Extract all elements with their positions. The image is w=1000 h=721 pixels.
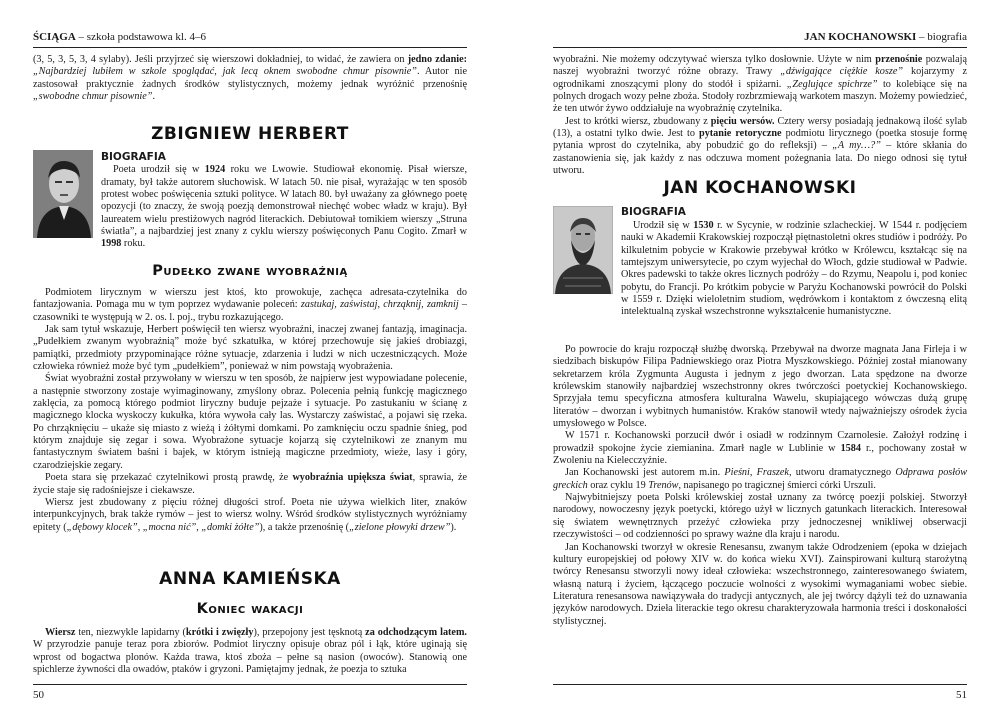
kochanowski-biography: Urodził się w 1530 r. w Sycynie, w rodzinie szlacheckiej. W 1544 r. podjęciem nauki w Akademii Krakowskiej rozpoczął piętnastoletni okres studiów i podróży. Po kilkuletnim pobycie w Krakowie przebywał krótko w Królewcu, kształcąc się na tamtejszym uniwersytecie, po czym wyjechał do Włoch, gdzie studiował w Padwie. Okres padewski to także okres licznych podróży – do Rzymu, Neapolu i, pod koniec pobytu, do Francji. Po krótkim pobycie w Paryżu Kochanowski powrócił do Polski w 1559 r. Dzięki wieloletnim studiom, wędrówkom i kontaktom z ówczesną elitą intelektualną zyskał wszechstronne wykształcenie humanistyczne.: [621, 220, 967, 318]
kochanowski-biography-top: [621, 206, 967, 219]
herbert-biography: BIOGRAFIA Poeta urodził się w 1924 roku we Lwowie. Studiował ekonomię. Pisał wiersze, dramaty, był także autorem słuchowisk. W latach 50. nie pisał, wyrażając w ten sposób protest wobec poświęcenia sztuki polityce. W latach 80. był uważany za głównego poetę opozycji (to znaczy, że swoją poezją demonstrował niechęć wobec władz w kraju). Był laureatem wielu prestiżowych nagród literackich. Debiutował tomikiem wierszy „Struna światła”, a najbardziej jest znany z cyklu wierszy poświęconych Panu Cogito. Zmarł w 1998 roku.: [101, 151, 467, 250]
poem-title-pudelko: Pudełko zwane wyobraźnią: [152, 263, 348, 279]
poem-title-koniec-wakacji: Koniec wakacji: [196, 601, 304, 617]
bio-heading: BIOGRAFIA: [101, 151, 166, 163]
portrait-herbert: [33, 150, 93, 238]
kamienska-analysis: Wiersz ten, niezwykle lapidarny (krótki i zwięzły), przepojony jest tęsknotą za odchodzącym latem. W przyrodzie panuje teraz pora zbiorów. Podmiot liryczny opisuje obraz pól i łąk, które uginają się wprost od bogactwa plonów. Każda trawa, ktoś zboża – pełne są nasion (owoców). Stanowią one spichlerze żywności dla owadów, ptaków i gryzoni. Pamiętajmy jednak, że poezja to sztuka: [33, 627, 467, 676]
header-subtitle: – szkoła podstawowa kl. 4–6: [75, 31, 206, 43]
footer-rule: [33, 684, 467, 685]
right-page: [500, 0, 1000, 721]
page-number-right: 51: [956, 689, 967, 701]
header-rule: [33, 47, 467, 48]
header-name: JAN KOCHANOWSKI: [804, 31, 917, 43]
running-header-right: [804, 31, 967, 44]
section-title-kochanowski: JAN KOCHANOWSKI: [663, 178, 857, 198]
page-number-left: 50: [33, 689, 44, 701]
kamienska-analysis-continued: wyobraźni. Nie możemy odczytywać wiersza tylko dosłownie. Użyte w nim przenośnie pozwalają naszej wyobraźni tworzyć różne obrazy. Trawy „dźwigające ciężkie kosze” kojarzymy z ogrodnikami znoszącymi plony do stodół i spiżarni. „Zeglujące spichrze” to kolebiące się na polnych drogach wozy pełne zboża. Stodoły rozbrzmiewają warkotem maszyn. Możemy powiedzieć, że ten utwór żywo oddziałuje na wyobraźnię czytelnika. Jest to krótki wiersz, zbudowany z pięciu wersów. Cztery wersy posiadają jednakową ilość sylab (13), a ostatni tylko dwie. Jest to pytanie retoryczne podmiotu lirycznego (poetka stosuje formę pytania wprost do czytelnika, aby pobudzić go do refleksji) – „A my…?” – które skłania do zastanowienia się, jak każdy z nas odczuwa moment pożegnania lata. Do niego odnosi się tytuł utworu.: [553, 54, 968, 177]
herbert-analysis: Podmiotem lirycznym w wierszu jest ktoś, kto prowokuje, zachęca adresata-czytelnika do fantazjowania. Pomaga mu w tym poprzez wydawanie poleceń: zastukaj, zaświstaj, chrząknij, zamknij – czasowniki te występują w 2. os. l. poj., trybu rozkazującego. Jak sam tytuł wskazuje, Herbert poświęcił ten wiersz wyobraźni, inaczej zwanej fantazją, imaginacja. „Pudełkiem zwanym wyobraźnią” może być szkatułka, w której przechowuje się jakieś drobiazgi, pamiątki, przedmioty przypominające różne sytuacje, zdarzenia i ludzi w nich uczestniczących. Może człowieka również może być tym „pudełkiem”, ponieważ w nim powstają wyobrażenia. Świat wyobraźni został przywołany w wierszu w ten sposób, że najpierw jest wypowiadane polecenie, a następnie stworzony zostaje wyimaginowany, zmyślony obraz. Polecenia pełnią funkcję magicznego zaklęcia, za pomocą którego podmiot liryczny buduje pejzaże i sytuacje. Po zastukaniu w ścianę z magicznego klocka wyskoczy kukułka, która wywoła cały las. Wystarczy zaświstać, a pojawi się rzeka. Po chrząknięciu – ukaże się miasto z wieżą i żółtymi domkami. Po zamknięciu oczu spadnie śnieg, pod którym znajduje się zegar i sowa. Wyobrażone sytuacje kojarzą się czytelnikowi ze znanym mu fantastycznym światem baśni i bajek, w którym istnieją magiczne przedmioty, wieże, lasy i góry, czarodziejskie zegary. Poeta stara się przekazać czytelnikowi prostą prawdę, że wyobraźnia upiększa świat, sprawia, że życie staje się radośniejsze i ciekawsze. Wiersz jest zbudowany z pięciu różnej długości strof. Poeta nie używa wielkich liter, znaków interpunkcyjnych, brak także rymów – jest to wiersz wolny. Wśród środków stylistycznych wyróżniamy epitety („dębowy klocek”, „mocna nić”, „domki żółte”), a także przenośnię („zielone płowyki drzew”).: [33, 287, 468, 533]
section-title-herbert: ZBIGNIEW HERBERT: [151, 124, 349, 144]
running-header-left: [33, 31, 206, 44]
footer-rule: [553, 684, 967, 685]
header-brand: ŚCIĄGA: [33, 31, 76, 43]
header-subtitle: – biografia: [916, 31, 967, 43]
intro-paragraph: (3, 5, 3, 5, 3, 4 sylaby). Jeśli przyjrzeć się wierszowi dokładniej, to widać, że zawiera on jedno zdanie: „Najbardziej lubiłem w szkole spoglądać, jak lecą oknem swobodne chmur pisownie”. Autor nie zastosował praktycznie żadnych środków stylistycznych, możemy jednak wyróżnić przenośnię „swobodne chmur pisownie”.: [33, 54, 467, 103]
section-title-kamienska: ANNA KAMIEŃSKA: [159, 569, 341, 589]
header-rule: [553, 47, 967, 48]
kochanowski-life: Po powrocie do kraju rozpoczął służbę dworską. Przebywał na dworze magnata Jana Firleja i w siedzibach biskupów Filipa Padniewskiego oraz Piotra Myszkowskiego. Później został mianowany sekretarzem króla Zygmunta Augusta i jednym z jego dworzan. Lata spędzone na dworze królewskim stanowiły najbardziej wszechstronny okres twórczości poetyckiej Kochanowskiego. Sprzyjała temu specyficzna atmosfera kulturalna Wawelu, skupiającego wówczas dużą grupę literatów – dworzan i wybitnych humanistów. Kraków stanowił wtedy najważniejszy ośrodek życia umysłowego w Polsce. W 1571 r. Kochanowski porzucił dwór i osiadł w rodzinnym Czarnolesie. Założył rodzinę i prowadził spokojne życie ziemianina. Zmarł nagle w Lublinie w 1584 r., pochowany został w Zwoleniu na Kielecczyźnie. Jan Kochanowski jest autorem m.in. Pieśni, Fraszek, utworu dramatycznego Odprawa posłów greckich oraz cyklu 19 Trenów, napisanego po tragicznej śmierci córki Urszuli. Najwybitniejszy poeta Polski królewskiej został uznany za twórcę poezji polskiej. Stworzył narodowy, nowoczesny język poetycki, którego użył w licznych gatunkach literackich. Interesował się światem wewnętrznych przeżyć człowieka przy jednoczesnej wnikliwej obserwacji rzeczywistości – od codzienności po sprawy ważne dla kraju i narodu. Jan Kochanowski tworzył w okresie Renesansu, zwanym także Odrodzeniem (epoka w dziejach kultury europejskiej od połowy XIV w. do końca wieku XVI). Zainspirowani kulturą starożytną twórcy Renesansu stworzyli nowy ideał człowieka: wszechstronnego, zainteresowanego światem, własną naturą i życiem, łączącego poczucie wolności z wysokimi wymaganiami wobec siebie. Literatura renesansowa nawiązywała do tradycji antycznych, ale jej twórcy dążyli też do uznawania języków narodowych. Dzieła literackie tego okresu charakteryzowała harmonia treści i doskonałości stylistycznej.: [553, 344, 967, 627]
bio-heading: BIOGRAFIA: [621, 206, 686, 218]
